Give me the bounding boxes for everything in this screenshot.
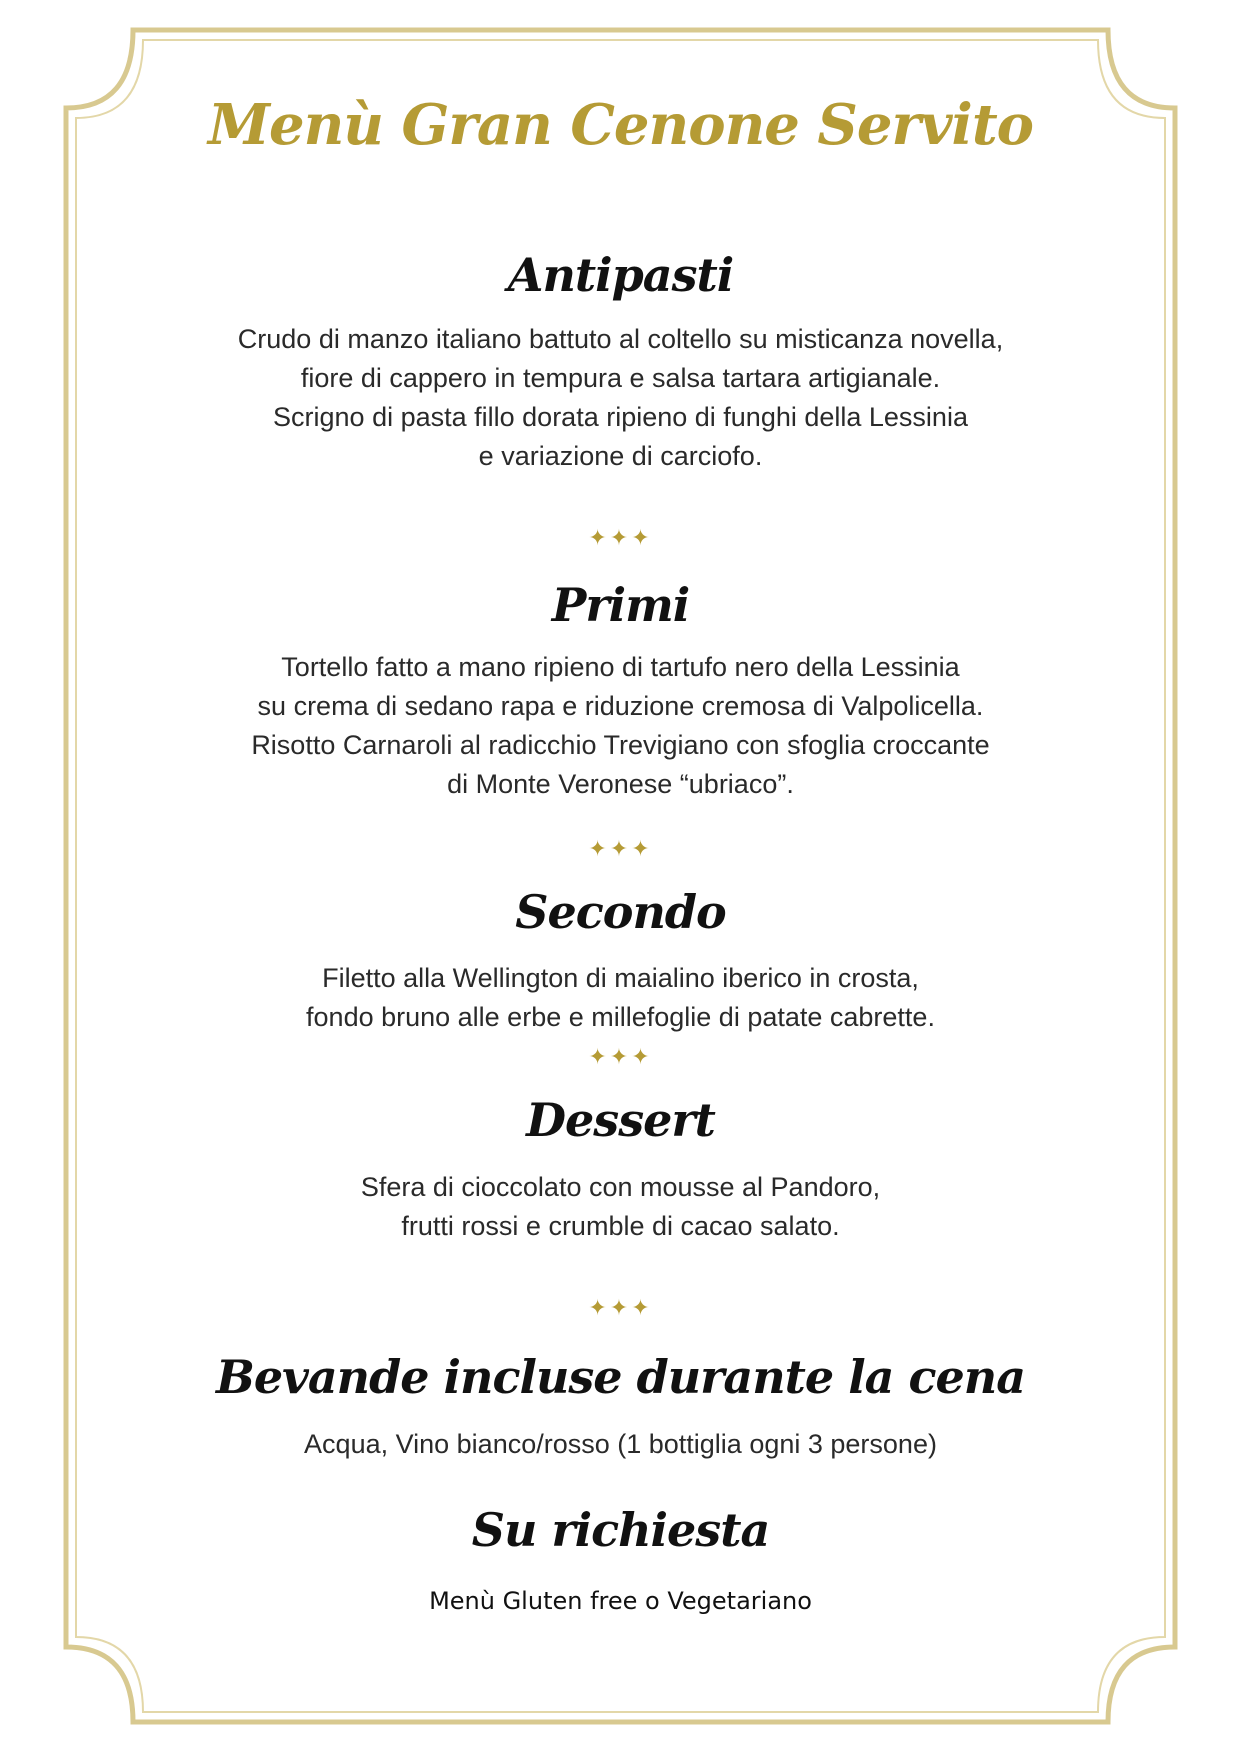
divider-stars: ✦✦✦	[588, 1045, 653, 1070]
menu-title: Menù Gran Cenone Servito	[207, 92, 1034, 158]
menu-line: Sfera di cioccolato con mousse al Pandoro,	[360, 1172, 881, 1202]
section-body-bevande	[0, 1425, 1241, 1464]
menu-line: Filetto alla Wellington di maialino iberico in crosta,	[322, 963, 919, 993]
menu-line: Tortello fatto a mano ripieno di tartufo nero della Lessinia	[281, 652, 960, 682]
menu-line: su crema di sedano rapa e riduzione cremosa di Valpolicella.	[257, 691, 984, 721]
menu-line: fondo bruno alle erbe e millefoglie di patate cabrette.	[306, 1002, 935, 1032]
menu-line: frutti rossi e crumble di cacao salato.	[401, 1211, 840, 1241]
section-title-primi: Primi	[551, 578, 690, 632]
section-title-antipasti: Antipasti	[507, 248, 734, 302]
menu-line: e variazione di carciofo.	[478, 441, 763, 471]
section-body-dessert	[0, 1168, 1241, 1246]
menu-line: Scrigno di pasta fillo dorata ripieno di funghi della Lessinia	[273, 402, 968, 432]
divider-stars: ✦✦✦	[588, 1296, 653, 1321]
menu-line: fiore di cappero in tempura e salsa tartara artigianale.	[300, 363, 941, 393]
divider-stars: ✦✦✦	[588, 526, 653, 551]
section-title-su-richiesta: Su richiesta	[471, 1503, 770, 1557]
menu-line: di Monte Veronese “ubriaco”.	[447, 769, 794, 799]
menu-line: Risotto Carnaroli al radicchio Trevigiano con sfoglia croccante	[251, 730, 990, 760]
section-title-dessert: Dessert	[526, 1093, 715, 1147]
section-body-primi	[0, 648, 1241, 804]
menu-line: Crudo di manzo italiano battuto al coltello su misticanza novella,	[237, 324, 1004, 354]
section-title-bevande: Bevande incluse durante la cena	[215, 1350, 1026, 1404]
section-title-secondo: Secondo	[515, 885, 726, 939]
menu-line: Acqua, Vino bianco/rosso (1 bottiglia ogni 3 persone)	[304, 1429, 937, 1459]
divider-stars: ✦✦✦	[588, 837, 653, 862]
section-body-su-richiesta: Menù Gluten free o Vegetariano	[429, 1587, 812, 1615]
section-body-secondo	[0, 959, 1241, 1037]
section-body-antipasti	[0, 320, 1241, 476]
